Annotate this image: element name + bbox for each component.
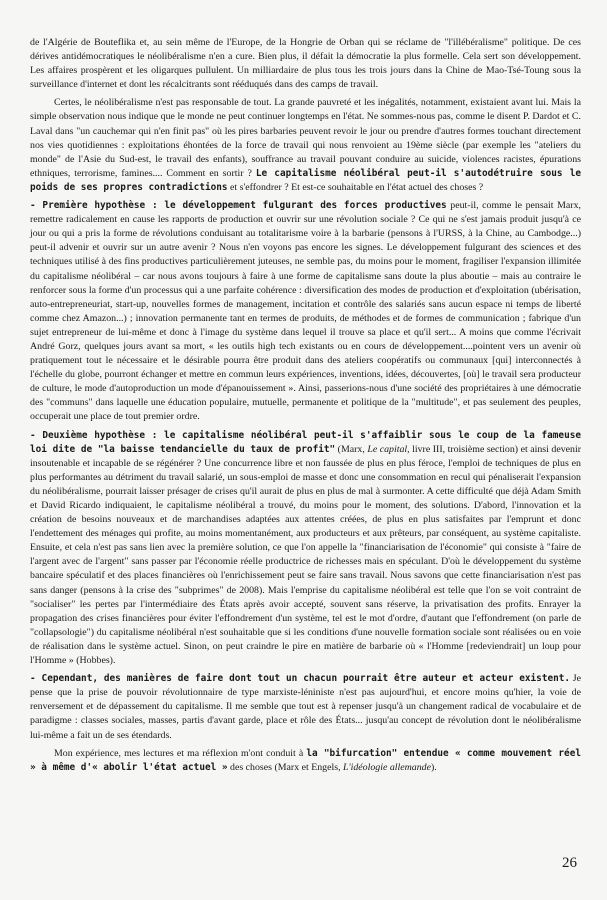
- bold-question-self-destruct: Le capitalisme néolibéral peut-il s'autodétruire sous le poids de ses propres contradictions: [30, 167, 582, 193]
- paragraph-neoliberalism-responsibility: [30, 96, 581, 195]
- first-hypothesis-text: peut-il, comme le pensait Marx, remettre radicalement en cause les rapports de production et ouvrir sur une révolution sociale ? Ce qui ne s'est jamais produit jusqu'à ce jour ou qui a pris la forme de révolutions conduisant au totalitarisme voire à la barbarie (pensons à l'URSS, à la Chine, au Cambodge...) peut-il advenir et ouvrir sur un autre avenir ? Nous n'en voyons pas encore les signes. Le développement fulgurant des sciences et des techniques utilisé à des fins productives particulièrement juteuses, ne semble pas, du moins pour le moment, fragiliser l'expansion illimitée du capitalisme néolibéral – car nous avons toujours à faire à une forme de capitalisme sans doute la plus aboutie – mais au contraire le renforcer sous la forme d'un processus qui a une parfaite cohérence : diversification des modes de production et d'exploitation (ubérisation, auto-entrepreneuriat, start-up, nouvelles formes de management, incitation et contrôle des salariés sans aucun espace ni temps de liberté comme chez Amazon...) ; innovation permanente tant en termes de produits, de méthodes et de formes de communication ; fabrique d'un sujet entrepreneur de lui-même et donc à l'image du système dans lequel il trouve sa place et qu'il sert... A moins que comme l'écrivait André Gorz, quelques jours avant sa mort, « les outils high tech existants ou en cours de développement....pointent vers un avenir où pratiquement tout le nécessaire et le désirable pourra être produit dans des ateliers coopératifs ou communaux [qui] interconnectés à l'échelle du globe, pourront échanger et mettre en commun leurs expériences, inventions, idées, découvertes, [où] le travail sera producteur de culture, le mode d'autoproduction un mode d'épanouissement ». Ainsi, passerions-nous d'une société des propriétaires à une démocratie des "communs" dans laquelle une éducation populaire, mutuelle, permanente et politique de la "multitude", et pas seulement des peuples, occuperait une place de tout premier ordre.: [30, 200, 582, 423]
- first-hypothesis-heading: - Première hypothèse : le développement fulgurant des forces productives: [30, 200, 447, 212]
- second-hypothesis-text: , livre III, troisième section) et ainsi devenir insoutenable et incapable de se régénérer ? Une concurrence libre et non faussée de plus en plus féroce, l'emploi de techniques de plus en plus performantes au détriment du travail salarié, un sous-emploi de masse et donc une consommation en recul qui pénaliserait l'expansion du néolibéralisme, pourrait laisser présager de crises qu'il aurait de plus en plus de mal à surmonter. A cette difficulté que déjà Adam Smith et David Ricardo indiquaient, le capitalisme néolibéral a trouvé, du moins pour le moment, des solutions. D'abord, l'innovation et la création de besoins nouveaux et de marchandises adaptées aux attentes créées, de plus en plus satisfaites par l'emprunt et donc l'endettement des ménages qui profite, au moins momentanément, aux producteurs et aux prêteurs, par conséquent, au système capitaliste. Ensuite, et cela n'est pas sans lien avec la première solution, ce que l'on appelle la "financiarisation de l'économie" qui consiste à "faire de l'argent avec de l'argent" sans passer par l'économie réelle productrice de richesses mais en spéculant. D'où le développement du système bancaire spéculatif et des places financières où l'enrichissement peut se faire sans travail. Nous savons que cette financiarisation n'est pas sans danger (pensons à la crise des "subprimes" de 2008). Mais l'emprise du capitalisme néolibéral est telle que l'on se voit contraint de "socialiser" les pertes par l'intermédiaire des États après avoir accepté, souvent sans réserve, la privatisation des profits. Enrayer la propagation des crises financières pour éviter l'effondrement d'un système, tel est le mot d'ordre, d'autant que l'effondrement (on parle de "collapsologie") du capitalisme néolibéral n'est souhaitable que si les conditions d'une nouvelle formation sociale sont réalisées ou en voie de réalisation dans le système actuel. Sinon, on peut craindre le pire en matière de barbarie où « l'Homme [redeviendrait] un loup pour l'Homme » (Hobbes).: [30, 443, 582, 667]
- second-hypothesis-ref: (Marx,: [337, 443, 365, 455]
- first-hypothesis-paragraph: [30, 199, 581, 425]
- paragraph-text: Certes, le néolibéralisme n'est pas responsable de tout. La grande pauvreté et les inégalités, notamment, existaient avant lui. Mais la simple observation nous indique que le monde ne peut continuer longtemps en l'état. Ne sommes-nous pas, comme le disent P. Dardot et C. Laval dans "un cauchemar qui n'en finit pas" où les pires barbaries peuvent revoir le jour ou prendre d'autres formes touchant directement nos vies quotidiennes : exploitations éhontées de la force de travail qui nous renvoient au 19ème siècle (par exemple les "ateliers du monde" de l'Asie du Sud-est, le travail des enfants), souffrance au travail pouvant conduire au suicide, violences racistes, épurations ethniques, terrorisme, famines.... Comment en sortir ?: [30, 97, 581, 179]
- second-hypothesis-heading: - Deuxième hypothèse : le capitalisme néolibéral peut-il s'affaiblir sous le coup de la fameuse loi dite de "la baisse tendancielle du taux de profit": [30, 429, 581, 455]
- german-ideology-title: L'idéologie allemande: [343, 761, 431, 773]
- paragraph-text-end: et s'effondrer ? Et est-ce souhaitable en l'état actuel des choses ?: [230, 181, 484, 193]
- closing-text-c: ).: [430, 761, 437, 773]
- closing-text-b: des choses (Marx et Engels,: [230, 761, 341, 773]
- third-point-heading: - Cependant, des manières de faire dont tout un chacun pourrait être auteur et acteur existent.: [30, 673, 571, 685]
- bifurcation-phrase: la "bifurcation" entendue « comme mouvement réel » à même d'« abolir l'état actuel »: [30, 747, 581, 773]
- third-point-paragraph: [30, 672, 581, 742]
- paragraph-algeria-hungary: de l'Algérie de Bouteflika et, au sein même de l'Europe, de la Hongrie de Orban qui se réclame de "l'illébéralisme" politique. De ces dérives antidémocratiques le néolibéralisme n'en a cure. Bien plus, il défait la démocratie la plus formelle. Cela sert son développement. Les affaires prospèrent et les oligarques pullulent. Un milliardaire de plus tous les trois jours dans la Chine de Mao-Tsé-Toung sous la surveillance d'internet et dont les récalcitrants sont rééduqués dans des camps de travail.: [30, 37, 581, 91]
- page-number: 26: [562, 854, 577, 871]
- capital-title: Le capital: [367, 443, 408, 455]
- closing-text-a: Mon expérience, mes lectures et ma réflexion m'ont conduit à: [54, 747, 304, 759]
- third-point-text: Je pense que la prise de pouvoir révolutionnaire de type marxiste-léniniste n'est pas aujourd'hui, et encore moins qu'hier, la voie de renversement et de dépassement du capitalisme. Il me semble que tout est à repenser jusqu'à un changement radical de vocabulaire et de paradigme : classes sociales, masses, partis d'avant garde, place et rôle des États... jusqu'au concept de révolution dont le néolibéralisme lui-même a fait un de ses étendards.: [30, 673, 582, 741]
- closing-paragraph: [30, 747, 581, 775]
- second-hypothesis-paragraph: [30, 429, 581, 669]
